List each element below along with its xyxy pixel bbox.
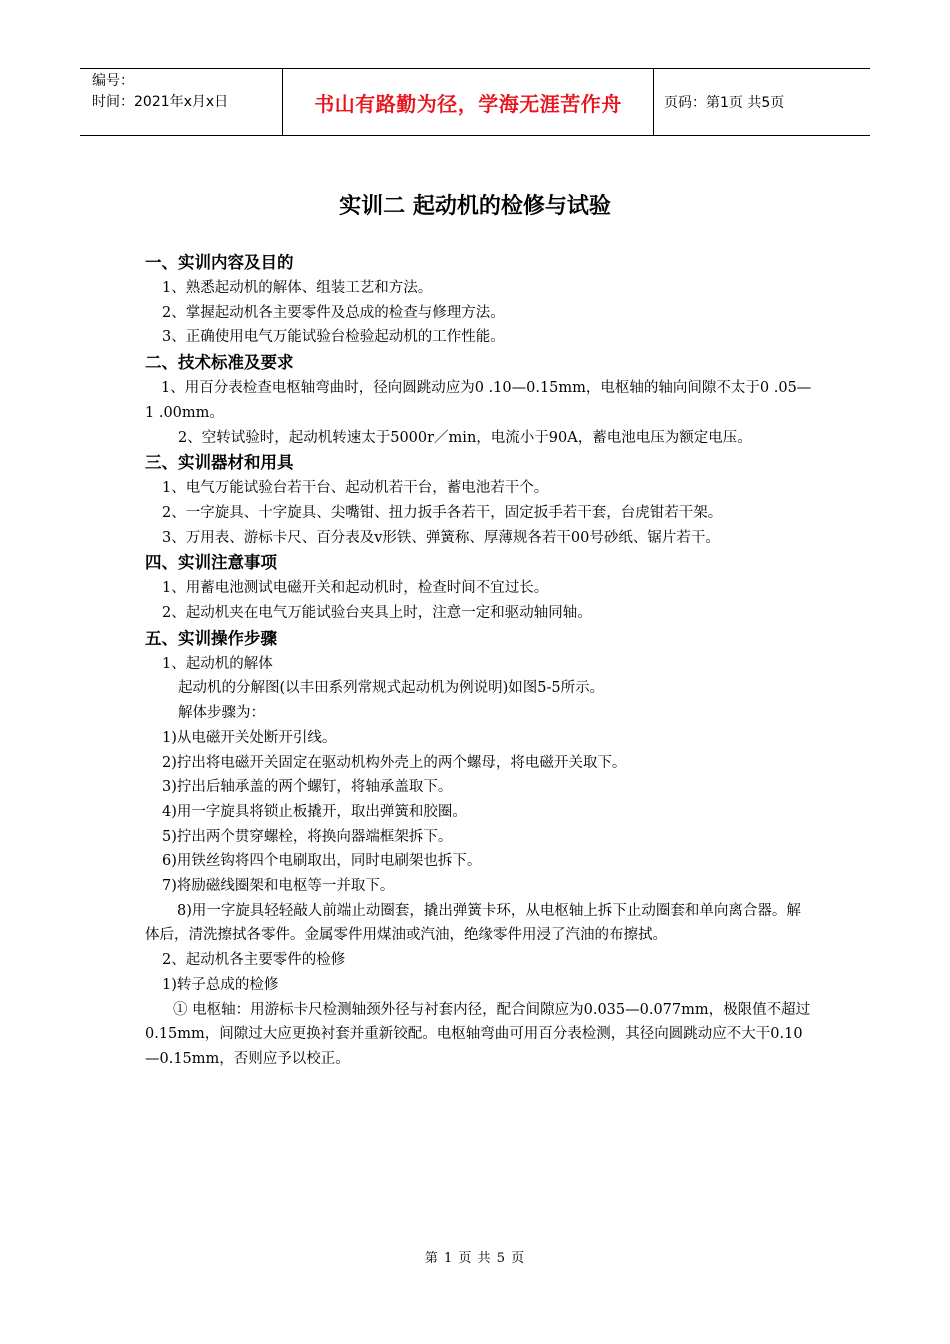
- paragraph: 2、起动机夹在电气万能试验台夹具上时，注意一定和驱动轴同轴。: [162, 605, 592, 622]
- subsection-heading: 2、起动机各主要零件的检修: [162, 952, 346, 969]
- paragraph: 1、熟悉起动机的解体、组装工艺和方法。: [162, 280, 433, 296]
- paragraph: 1、用百分表检查电枢轴弯曲时，径向圆跳动应为0 .10—0.15mm，电枢轴的轴向间隙不太于0 .05—1 .00mm。: [145, 380, 812, 421]
- header-meta: [80, 69, 280, 135]
- paragraph: 2、空转试验时，起动机转速太于5000r／min，电流小于90A，蓄电池电压为额定电压。: [178, 429, 752, 446]
- section-heading: 三、实训器材和用具: [145, 453, 294, 473]
- section-heading: 五、实训操作步骤: [145, 628, 277, 648]
- list-item: 7)将励磁线圈架和电枢等一并取下。: [162, 878, 395, 895]
- paragraph: 2、一字旋具、十字旋具、尖嘴钳、扭力扳手各若干，固定扳手若干套，台虎钳若干架。: [162, 504, 723, 521]
- paragraph: 解体步骤为：: [178, 705, 265, 722]
- list-item: 4)用一字旋具将锁止板撬开，取出弹簧和胶圈。: [162, 803, 467, 820]
- subsection-heading: 1、起动机的解体: [162, 655, 273, 672]
- paragraph: 8)用一字旋具轻轻敲人前端止动圈套，撬出弹簧卡环，从电枢轴上拆下止动圈套和单向离合器。解体后，清洗擦拭各零件。金属零件用煤油或汽油，绝缘零件用浸了汽油的布擦拭。: [145, 902, 801, 944]
- section-heading: 四、实训注意事项: [145, 553, 277, 573]
- paragraph: ① 电枢轴：用游标卡尺检测轴颈外径与衬套内径，配合间隙应为0.035—0.077mm，极限值不超过0.15mm，间隙过大应更换衬套并重新铰配。电枢轴弯曲可用百分表检测，其径向圆跳动应不大干0.10—0.15mm，否则应予以校正。: [145, 1001, 811, 1067]
- list-item: 6)用铁丝钩将四个电刷取出，同时电刷架也拆下。: [162, 853, 482, 870]
- paragraph: 起动机的分解图(以丰田系列常规式起动机为例说明)如图5-5所示。: [178, 680, 605, 697]
- header-motto: 书山有路勤为径，学海无涯苦作舟: [282, 69, 654, 135]
- document-date: 时间：2021年x月x日: [92, 94, 229, 110]
- paragraph: 3、万用表、游标卡尺、百分表及v形铁、弹簧称、厚薄规各若干00号砂纸、锯片若干。: [162, 529, 720, 546]
- header-table: [80, 68, 870, 136]
- list-item: 1)从电磁开关处断开引线。: [162, 729, 337, 746]
- list-item: 5)拧出两个贯穿螺栓，将换向器端框架拆下。: [162, 828, 453, 845]
- paragraph: 1、用蓄电池测试电磁开关和起动机时，检查时间不宜过长。: [162, 580, 549, 597]
- document-body: [145, 250, 813, 1072]
- paragraph: 3、正确使用电气万能试验台检验起动机的工作性能。: [162, 329, 505, 346]
- page-footer: 第 1 页 共 5 页: [424, 1251, 526, 1266]
- document-number-label: 编号：: [92, 73, 134, 89]
- paragraph: 1、电气万能试验台若干台、起动机若干台，蓄电池若干个。: [162, 480, 549, 497]
- document-title: 实训二 起动机的检修与试验: [339, 194, 611, 219]
- list-item: 3)拧出后轴承盖的两个螺钉，将轴承盖取下。: [162, 779, 453, 796]
- section-heading: 二、技术标准及要求: [145, 353, 294, 373]
- paragraph: 2、掌握起动机各主要零件及总成的检查与修理方法。: [162, 304, 505, 321]
- header-page-info: 页码：第1页 共5页: [664, 95, 785, 111]
- list-item: 2)拧出将电磁开关固定在驱动机构外壳上的两个螺母，将电磁开关取下。: [162, 754, 627, 771]
- section-heading: 一、实训内容及目的: [145, 253, 294, 272]
- subsection-heading: 1)转子总成的检修: [162, 976, 279, 993]
